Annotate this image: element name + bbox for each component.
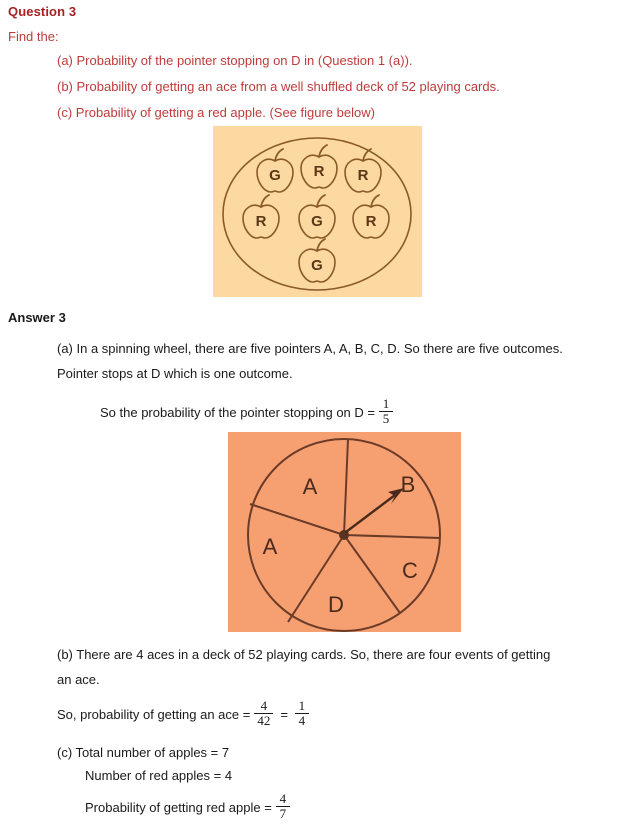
question-item-a: (a) Probability of the pointer stopping on D in (Question 1 (a)). (57, 53, 413, 68)
apple-basket-figure (213, 126, 422, 297)
svg-text:R: R (357, 167, 369, 184)
fraction-four-over-fortytwo (254, 699, 273, 728)
fraction-numerator: 1 (382, 396, 390, 411)
answer-a-line1: (a) In a spinning wheel, there are five pointers A, A, B, C, D. So there are five outcomes. (57, 341, 563, 356)
svg-text:R: R (365, 213, 377, 230)
sector-label-a-left: A (262, 534, 278, 559)
answer-c-line2: Number of red apples = 4 (85, 768, 233, 783)
svg-text:G: G (269, 167, 281, 184)
fraction-numerator: 4 (260, 698, 268, 713)
apple-item (243, 195, 279, 238)
fraction-four-sevenths (276, 792, 290, 821)
fraction-denominator: 7 (279, 806, 287, 821)
answer-heading: Answer 3 (8, 310, 66, 325)
answer-b-result (57, 700, 313, 729)
fraction-denominator: 5 (382, 411, 390, 426)
svg-text:G: G (311, 257, 323, 274)
fraction-one-fourth (295, 699, 309, 728)
pointer-arrow-icon (346, 488, 404, 532)
equals-sign: = (280, 707, 288, 722)
apple-item (301, 145, 337, 188)
question-item-b: (b) Probability of getting an ace from a well shuffled deck of 52 playing cards. (57, 79, 500, 94)
fraction-numerator: 1 (298, 698, 306, 713)
apple-item (353, 195, 389, 238)
answer-b-line1: (b) There are 4 aces in a deck of 52 playing cards. So, there are four events of getting (57, 647, 551, 662)
answer-c-result-label: Probability of getting red apple = (85, 800, 272, 815)
sector-label-d: D (328, 592, 344, 617)
svg-text:G: G (311, 213, 323, 230)
svg-text:R: R (313, 163, 325, 180)
answer-a-result (100, 398, 397, 427)
question-prompt: Find the: (8, 29, 59, 44)
question-item-c: (c) Probability of getting a red apple. (See figure below) (57, 105, 375, 120)
sector-label-b: B (400, 472, 416, 497)
fraction-denominator: 42 (257, 713, 271, 728)
apple-item (299, 239, 335, 282)
answer-a-line2: Pointer stops at D which is one outcome. (57, 366, 293, 381)
fraction-denominator: 4 (298, 713, 306, 728)
apple-item (257, 149, 293, 192)
answer-c-line1: (c) Total number of apples = 7 (57, 745, 230, 760)
fraction-one-fifth (379, 397, 393, 426)
svg-text:R: R (255, 213, 267, 230)
answer-b-result-label: So, probability of getting an ace = (57, 707, 251, 722)
apple-item (299, 195, 335, 238)
question-heading: Question 3 (8, 4, 77, 19)
answer-b-line2: an ace. (57, 672, 100, 687)
sector-label-c: C (402, 558, 418, 583)
answer-c-result (85, 793, 294, 822)
fraction-numerator: 4 (279, 791, 287, 806)
spinning-wheel-figure (228, 432, 461, 632)
sector-label-a-top: A (302, 474, 318, 499)
answer-a-result-label: So the probability of the pointer stopping on D = (100, 405, 375, 420)
